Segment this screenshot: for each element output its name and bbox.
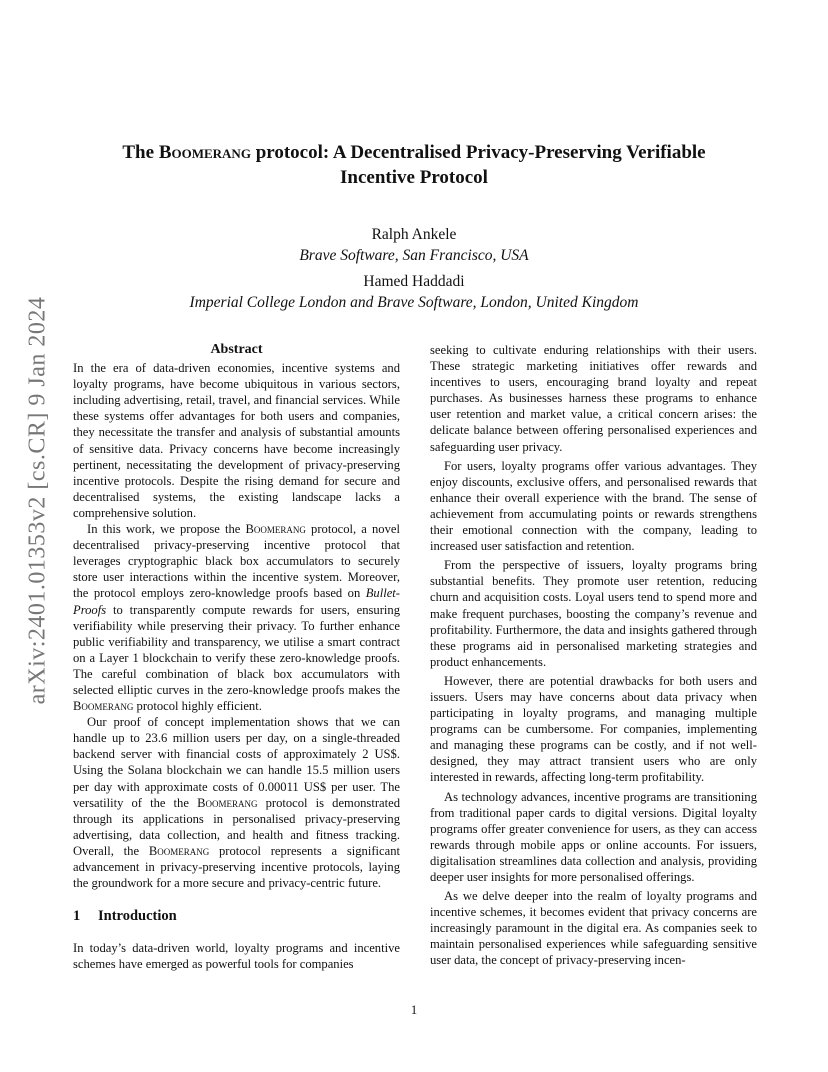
title-prefix: The — [122, 142, 159, 163]
title-line2: Incentive Protocol — [340, 167, 488, 188]
section-title: Introduction — [98, 908, 177, 925]
left-column — [73, 342, 400, 972]
section-number: 1 — [73, 908, 81, 925]
body-paragraph: In today’s data-driven world, loyalty programs and incentive schemes have emerged as powerful tools for companies — [73, 941, 400, 972]
author-name: Hamed Haddadi — [363, 273, 465, 290]
body-paragraph: seeking to cultivate enduring relationships with their users. These strategic marketing initiatives offer rewards and incentives to users, encouraging brand loyalty and repeat purchases. As businesses harness these programs to enhance user retention and market value, a critical concern arises: the delicate balance between offering personalised experiences and safeguarding user privacy. — [430, 343, 757, 454]
title-rest: protocol: A Decentralised Privacy-Preserving Verifiable — [250, 142, 706, 163]
right-column — [430, 342, 757, 969]
page-number: 1 — [410, 1003, 418, 1017]
abstract-heading: Abstract — [210, 342, 263, 357]
abstract-paragraph: In the era of data-driven economies, incentive systems and loyalty programs, have become ubiquitous in various sectors, including advertising, retail, travel, and financial services. While these systems offer advantages for both users and companies, they necessitate the transfer and analysis of substantial amounts of sensitive data. Privacy concerns have become increasingly pertinent, necessitating the development of privacy-preserving incentive protocols. Despite the rising demand for secure and decentralised systems, the existing landscape lacks a comprehensive solution. — [73, 361, 400, 520]
arxiv-id: arXiv:2401.01353v2 [cs.CR] 9 Jan 2024 — [24, 296, 51, 704]
author-affiliation: Brave Software, San Francisco, USA — [299, 247, 529, 264]
body-paragraph: As technology advances, incentive programs are transitioning from traditional paper cards to digital versions. Digital loyalty programs offer greater convenience for users, as they can access rewards through mobile apps or online accounts. For issuers, digitalisation streamlines data collection and analysis, providing deeper user insights for more personalised offerings. — [430, 789, 757, 884]
author-block — [90, 224, 738, 313]
title-protocol-name: Boomerang — [158, 142, 251, 163]
body-paragraph: However, there are potential drawbacks for both users and issuers. Users may have concerns about data privacy when participating in loyalty programs, and managing multiple programs can be cumbersome. For companies, implementing and managing these programs can be costly, and if not well-designed, they may attract transient users who are only interested in rewards, affecting long-term profitability. — [430, 673, 757, 785]
abstract-paragraph: Our proof of concept implementation shows that we can handle up to 23.6 million users per day, on a single-threaded backend server with financial costs of approximately 2 US$. Using the Solana blockchain we can handle 15.5 million users per day with approximate costs of 0.00011 US$ per user. The versatility of the the Boomerang protocol is demonstrated through its applications in personalised privacy-preserving advertising, data collection, and health and fitness tracking. Overall, the Boomerang protocol represents a significant advancement in privacy-preserving incentive protocols, laying the groundwork for a more secure and privacy-centric future. — [73, 715, 401, 891]
body-paragraph: For users, loyalty programs offer various advantages. They enjoy discounts, exclusive offers, and personalised rewards that enhance their overall experience with the brand. The sense of achievement from accumulating points or rewards strengthens their emotional connection with the company, leading to increased user satisfaction and retention. — [430, 458, 757, 554]
author-affiliation: Imperial College London and Brave Software, London, United Kingdom — [189, 294, 639, 311]
body-paragraph: From the perspective of issuers, loyalty programs bring substantial benefits. They promote user retention, reducing churn and acquisition costs. Loyal users tend to spend more and make frequent purchases, boosting the company’s revenue and profitability. Furthermore, the data and insights gathered through these programs aid in personalised marketing strategies and product enhancements. — [430, 558, 757, 669]
abstract-paragraph: In this work, we propose the Boomerang protocol, a novel decentralised privacy-preserving incentive protocol that leverages cryptographic black box accumulators to securely store user interactions within the incentive system. Moreover, the protocol employs zero-knowledge proofs based on Bullet-Proofs to transparently compute rewards for users, ensuring verifiability while preserving their privacy. To further enhance public verifiability and transparency, we utilise a smart contract on a Layer 1 blockchain to verify these zero-knowledge proofs. The careful combination of black box accumulators with selected elliptic curves in the zero-knowledge proofs makes the Boomerang protocol highly efficient. — [73, 522, 400, 714]
arxiv-watermark — [18, 296, 58, 704]
section-heading — [73, 908, 400, 924]
author-name: Ralph Ankele — [371, 226, 457, 243]
paper-title — [90, 140, 738, 190]
body-paragraph: As we delve deeper into the realm of loyalty programs and incentive schemes, it becomes evident that privacy concerns are increasingly paramount in the digital era. As companies seek to maintain personalised experiences while safeguarding sensitive user data, the concept of privacy-preserving incen- — [430, 889, 757, 968]
